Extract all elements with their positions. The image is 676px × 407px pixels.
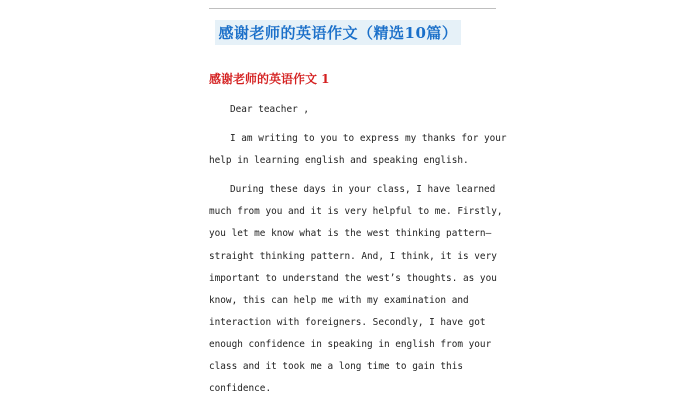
paragraph-1 (209, 128, 507, 172)
text-line: interaction with foreigners. Secondly, I have got (209, 316, 486, 328)
text-line: you let me know what is the west thinking pattern— (209, 228, 492, 240)
text-line: much from you and it is very helpful to me. Firstly, (209, 206, 503, 218)
text-line: Dear teacher , (230, 104, 310, 115)
text-line: During these days in your class, I have learned (230, 184, 496, 196)
essay-body (209, 99, 507, 407)
text-line: straight thinking pattern. And, I think, it is very (209, 250, 497, 262)
text-line: class and it took me a long time to gain this (209, 361, 463, 373)
text-line: I am writing to you to express my thanks for your (230, 133, 507, 145)
section-heading: 感谢老师的英语作文 1 (209, 72, 330, 86)
paragraph-greeting (209, 99, 499, 121)
top-divider (209, 8, 496, 9)
text-line: important to understand the west’s thoughts. as you (209, 272, 497, 284)
text-line: know, this can help me with my examination and (209, 294, 469, 306)
title-container (0, 20, 676, 45)
paragraph-2 (209, 179, 503, 400)
document-title: 感谢老师的英语作文（精选10篇） (215, 20, 462, 45)
text-line: enough confidence in speaking in english from your (209, 338, 492, 350)
text-line: confidence. (209, 383, 272, 395)
text-line: help in learning english and speaking english. (209, 155, 469, 167)
